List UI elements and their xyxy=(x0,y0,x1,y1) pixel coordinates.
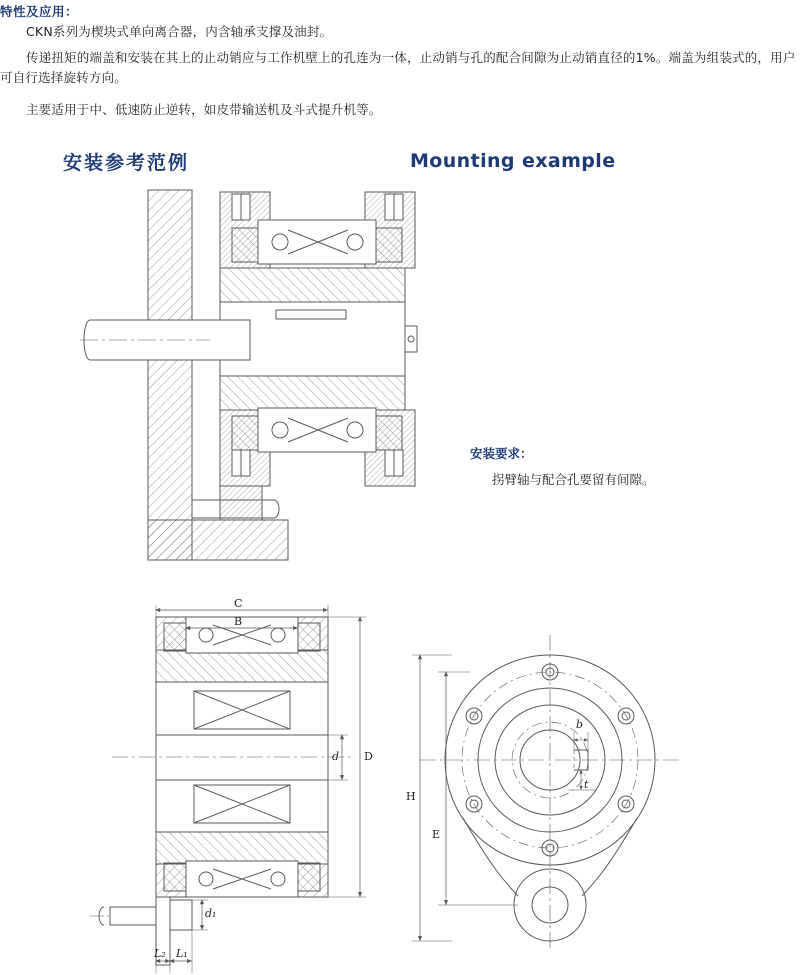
section-title-cn: 安装参考范例 xyxy=(63,152,190,174)
dim-label-b: b xyxy=(576,718,584,731)
section-title-en: Mounting example xyxy=(410,150,616,172)
dim-label-B: B xyxy=(234,615,243,628)
paragraph-2: 传递扭矩的端盖和安装在其上的止动销应与工作机壁上的孔连为一体，止动销与孔的配合间隙为止动销直径的1%。端盖为组装式的，用户可自行选择旋转方向。 xyxy=(0,50,796,85)
paragraph-3: 主要适用于中、低速防止逆转，如皮带输送机及斗式提升机等。 xyxy=(26,102,382,117)
dim-label-d: d xyxy=(332,750,340,763)
features-heading: 特性及应用： xyxy=(0,4,79,19)
dim-label-C: C xyxy=(234,597,243,610)
dim-label-L2: L₂ xyxy=(154,947,166,960)
dim-label-L1: L₁ xyxy=(176,947,188,960)
clutch-section-drawing xyxy=(90,595,380,975)
clutch-face-drawing xyxy=(400,600,730,960)
paragraph-1: CKN系列为楔块式单向离合器，内含轴承支撑及油封。 xyxy=(26,24,333,39)
install-note-body: 拐臂轴与配合孔要留有间隙。 xyxy=(492,472,655,487)
dim-label-E: E xyxy=(432,828,441,841)
mounting-example-drawing xyxy=(80,180,500,570)
dim-label-H: H xyxy=(406,790,416,803)
dim-label-d1: d₁ xyxy=(205,907,217,920)
dim-label-D: D xyxy=(364,750,373,763)
dim-label-t: t xyxy=(584,778,589,791)
install-note-title: 安装要求： xyxy=(470,446,533,461)
